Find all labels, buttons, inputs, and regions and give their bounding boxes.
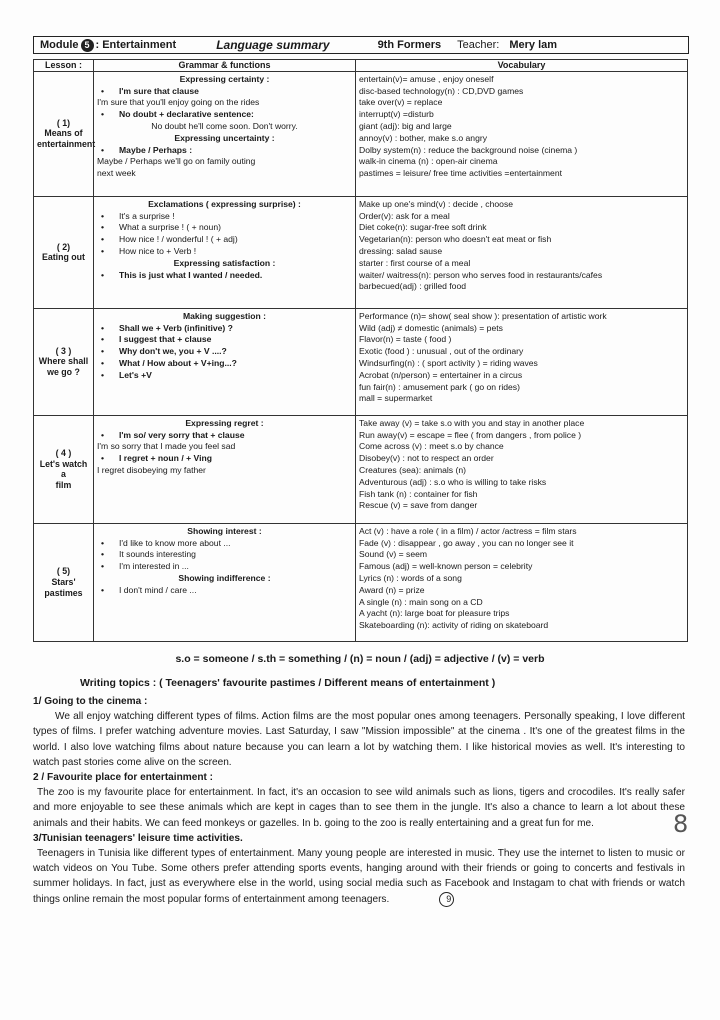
vocabulary-entry: Adventurous (adj) : s.o who is willing to take risks	[359, 476, 547, 487]
lesson-title-line: ( 5)	[56, 566, 71, 577]
topic-heading: 2 / Favourite place for entertainment :	[33, 772, 214, 784]
vocabulary-entry: Famous (adj) = well-known person = celebrity	[359, 561, 533, 572]
topic-heading: 3/Tunisian teenagers' leisure time activities.	[33, 832, 243, 844]
vocabulary-entry: starter : first course of a meal	[359, 257, 471, 268]
abbreviation-legend: s.o = someone / s.th = something / (n) = noun / (adj) = adjective / (v) = verb	[175, 653, 545, 665]
circled-page-number: 9	[439, 892, 454, 907]
vocabulary-entry: pastimes = leisure/ free time activities =entertainment	[359, 168, 562, 179]
lesson-row	[34, 523, 688, 641]
vocabulary-cell	[356, 415, 688, 523]
grammar-line: next week	[97, 168, 136, 179]
module-label: Module	[40, 39, 79, 51]
vocabulary-entry: Order(v): ask for a meal	[359, 210, 450, 221]
lesson-cell	[34, 308, 94, 415]
vocabulary-entry: Make up one's mind(v) : decide , choose	[359, 198, 514, 209]
grammar-line: Exclamations ( expressing surprise) :	[148, 198, 301, 209]
vocabulary-entry: Act (v) : have a role ( in a film) / actor /actress = film stars	[359, 525, 577, 536]
lesson-title-line: ( 4 )	[55, 447, 72, 458]
grammar-line: Making suggestion :	[182, 310, 267, 321]
vocabulary-entry: giant (adj): big and large	[359, 120, 452, 131]
grammar-cell	[94, 308, 356, 415]
lesson-row	[34, 71, 688, 196]
topic-paragraph	[33, 785, 685, 831]
vocabulary-entry: Disobey(v) : not to respect an order	[359, 453, 494, 464]
grammar-line: • I don't mind / care ...	[97, 585, 352, 596]
grammar-line: Showing interest :	[187, 525, 262, 536]
grammar-line: • It's a surprise !	[97, 211, 352, 222]
vocabulary-entry: Come across (v) : meet s.o by chance	[359, 441, 504, 452]
topic-text: The zoo is my favourite place for entertainment. In fact, it's an occasion to see wild animals such as lions, tigers and crocodiles. It's really safer and more enjoyable to see these animals which are kept in cages than to see them in the jungle. It's also a chance to learn a lot about these animals and their habits. We can feed monkeys or gazelles. In b. going to the zoo is really entertaining and a great fun for me.	[33, 787, 685, 829]
lesson-title-line: film	[55, 480, 72, 491]
grammar-line: • I suggest that + clause	[97, 334, 352, 345]
vocabulary-entry: entertain(v)= amuse , enjoy oneself	[359, 73, 494, 84]
topic-text: We all enjoy watching different types of films. Action films are the most popular ones among teenagers. Personally speaking, I love different types of films. I prefer watching adventure movies. Last Saturday, I saw "Mission impossible" at the cinema . It's one of the greatest films in the world. I also love watching films about nature because you can learn a lot by watching them. I like historical movies as well. It's interesting to watch past stories come alive on the screen.	[33, 711, 685, 768]
worksheet-header	[33, 36, 689, 54]
grammar-line: • I'd like to know more about ...	[97, 538, 352, 549]
lesson-cell	[34, 71, 94, 196]
grammar-cell	[94, 415, 356, 523]
lesson-cell	[34, 415, 94, 523]
vocabulary-entry: Exotic (food ) : unusual , out of the ordinary	[359, 346, 524, 357]
grammar-line: • This is just what I wanted / needed.	[97, 270, 352, 281]
grammar-line: Expressing uncertainty :	[174, 132, 275, 143]
lesson-title-line: entertainment	[37, 139, 96, 150]
language-summary-table	[33, 59, 688, 642]
vocabulary-entry: Skateboarding (n): activity of riding on skateboard	[359, 620, 549, 631]
lesson-title-line: ( 1)	[56, 117, 71, 128]
form-label: 9th Formers	[377, 39, 442, 51]
lesson-cell	[34, 523, 94, 641]
vocabulary-entry: barbecued(adj) : grilled food	[359, 281, 467, 292]
lesson-title-line: Let's watch a	[39, 458, 88, 480]
vocabulary-entry: take over(v) = replace	[359, 97, 443, 108]
vocabulary-cell	[356, 523, 688, 641]
vocabulary-entry: Fade (v) : disappear , go away , you can no longer see it	[359, 537, 574, 548]
writing-topics	[33, 694, 685, 907]
grammar-cell	[94, 523, 356, 641]
vocabulary-entry: mall = supermarket	[359, 393, 433, 404]
grammar-line: Expressing satisfaction :	[173, 257, 276, 268]
teacher-label: Teacher:	[457, 39, 500, 51]
topic-heading: 1/ Going to the cinema :	[33, 696, 148, 707]
vocabulary-entry: Fish tank (n) : container for fish	[359, 488, 478, 499]
topic-text: Teenagers in Tunisia like different types of entertainment. Many young people are interested in music. They use the internet to listen to music or watch videos on You Tube. Some others prefer attending sports events, hanging around with their friends or going to concerts and festivals in summer holidays. In fact, just as everywhere else in the world, using social media such as Facebook and Instagam to chat with friends or watch things online remain the most popular forms of entertainment among teenagers.	[33, 848, 685, 905]
vocabulary-entry: Acrobat (n/person) = entertainer in a circus	[359, 369, 523, 380]
lesson-title-line: Stars'	[51, 576, 76, 587]
grammar-line: Expressing certainty :	[179, 73, 270, 84]
grammar-line: • I'm sure that clause	[97, 86, 352, 97]
grammar-line: • It sounds interesting	[97, 549, 352, 560]
vocabulary-entry: Sound (v) = seem	[359, 549, 428, 560]
grammar-line: • I'm so/ very sorry that + clause	[97, 430, 352, 441]
vocabulary-entry: disc-based technology(n) : CD,DVD games	[359, 85, 524, 96]
grammar-cell	[94, 71, 356, 196]
vocabulary-entry: Dolby system(n) : reduce the background noise (cinema )	[359, 144, 578, 155]
vocabulary-entry: Windsurfing(n) : ( sport activity ) = riding waves	[359, 357, 538, 368]
vocabulary-entry: fun fair(n) : amusement park ( go on rides)	[359, 381, 520, 392]
grammar-line: No doubt he'll come soon. Don't worry.	[151, 120, 298, 131]
grammar-line: • I'm interested in ...	[97, 561, 352, 572]
grammar-line: I'm so sorry that I made you feel sad	[97, 441, 236, 452]
grammar-line: Expressing regret :	[185, 417, 264, 428]
vocabulary-entry: Take away (v) = take s.o with you and stay in another place	[359, 417, 585, 428]
lesson-title-line: Eating out	[41, 252, 85, 263]
lesson-title-line: Means of	[44, 128, 83, 139]
lesson-row	[34, 196, 688, 308]
vocabulary-entry: interrupt(v) =disturb	[359, 109, 434, 120]
table-header-row	[34, 60, 688, 72]
topic-paragraph	[33, 709, 685, 770]
grammar-line: • How nice to + Verb !	[97, 246, 352, 257]
vocabulary-entry: dressing: salad sause	[359, 245, 443, 256]
lesson-title-line: ( 3 )	[55, 345, 72, 356]
grammar-line: • Maybe / Perhaps :	[97, 145, 352, 156]
summary-title: Language summary	[216, 38, 330, 52]
module-number: 5	[81, 39, 94, 52]
vocabulary-entry: A yacht (n): large boat for pleasure trips	[359, 608, 510, 619]
grammar-line: I'm sure that you'll enjoy going on the rides	[97, 97, 260, 108]
writing-topics-title: Writing topics : ( Teenagers' favourite pastimes / Different means of entertainment )	[80, 677, 496, 689]
vocabulary-entry: Wild (adj) ≠ domestic (animals) = pets	[359, 322, 503, 333]
vocabulary-column-header: Vocabulary	[356, 60, 688, 72]
topic-paragraph	[33, 846, 685, 907]
lesson-title-line: ( 2)	[56, 241, 71, 252]
teacher-name: Mery lam	[509, 39, 558, 51]
vocabulary-entry: Performance (n)= show( seal show ): presentation of artistic work	[359, 310, 607, 321]
vocabulary-cell	[356, 196, 688, 308]
grammar-line: I regret disobeying my father	[97, 464, 206, 475]
grammar-line: • How nice ! / wonderful ! ( + adj)	[97, 234, 352, 245]
vocabulary-entry: Award (n) = prize	[359, 584, 425, 595]
vocabulary-entry: Flavor(n) = taste ( food )	[359, 334, 452, 345]
module-title: : Entertainment	[95, 39, 177, 51]
grammar-line: • I regret + noun / + Ving	[97, 453, 352, 464]
lesson-title-line: we go ?	[47, 367, 80, 378]
vocabulary-entry: waiter/ waitress(n): person who serves food in restaurants/cafes	[359, 269, 603, 280]
lesson-row	[34, 415, 688, 523]
vocabulary-entry: Run away(v) = escape = flee ( from dangers , from police )	[359, 429, 582, 440]
grammar-line: • What / How about + V+ing...?	[97, 358, 352, 369]
vocabulary-entry: A single (n) : main song on a CD	[359, 596, 483, 607]
lesson-title-line: pastimes	[44, 587, 83, 598]
grammar-column-header: Grammar & functions	[94, 60, 356, 72]
vocabulary-entry: Diet coke(n): sugar-free soft drink	[359, 222, 487, 233]
vocabulary-entry: Rescue (v) = save from danger	[359, 500, 478, 511]
grammar-line: • What a surprise ! ( + noun)	[97, 222, 352, 233]
vocabulary-entry: walk-in cinema (n) : open-air cinema	[359, 156, 498, 167]
grammar-line: • Why don't we, you + V ....?	[97, 346, 352, 357]
lesson-title-line: Where shall	[38, 356, 89, 367]
lesson-row	[34, 308, 688, 415]
grammar-line: • Shall we + Verb (infinitive) ?	[97, 323, 352, 334]
grammar-line: Showing indifference :	[178, 572, 271, 583]
vocabulary-entry: annoy(v) : bother, make s.o angry	[359, 132, 488, 143]
vocabulary-entry: Lyrics (n) : words of a song	[359, 572, 462, 583]
vocabulary-entry: Vegetarian(n): person who doesn't eat meat or fish	[359, 234, 552, 245]
side-page-number: 8	[673, 810, 689, 838]
grammar-cell	[94, 196, 356, 308]
vocabulary-entry: Creatures (sea): animals (n)	[359, 464, 466, 475]
grammar-line: • No doubt + declarative sentence:	[97, 109, 352, 120]
grammar-line: • Let's +V	[97, 370, 352, 381]
vocabulary-cell	[356, 308, 688, 415]
grammar-line: Maybe / Perhaps we'll go on family outing	[97, 156, 256, 167]
vocabulary-cell	[356, 71, 688, 196]
lesson-cell	[34, 196, 94, 308]
lesson-column-header: Lesson :	[34, 60, 94, 72]
